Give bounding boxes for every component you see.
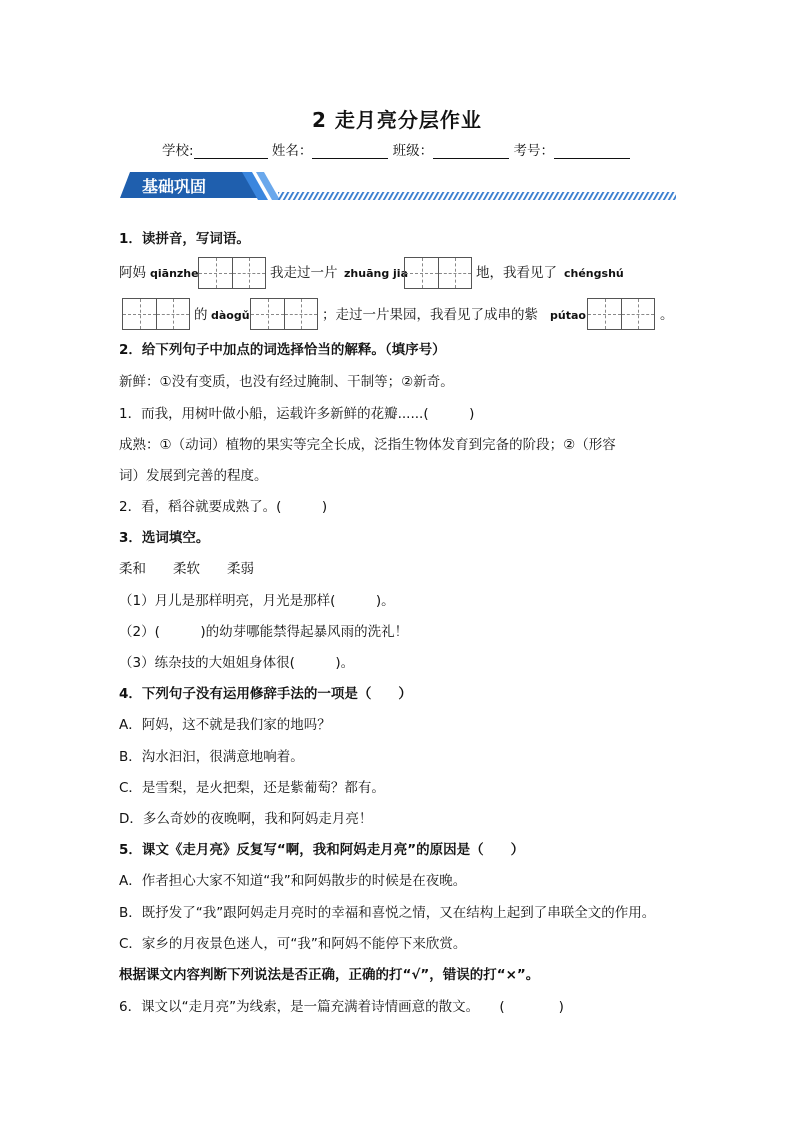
section-banner [120, 170, 676, 206]
q5-option-b[interactable]: B．既抒发了“我”跟阿妈走月亮时的幸福和喜悦之情，又在结构上起到了串联全文的作用。 [119, 905, 656, 921]
q1-pinyin-3: chéngshú [564, 267, 624, 280]
q1-pinyin-1: qiānzhe [150, 267, 199, 280]
exam-no-blank[interactable] [554, 144, 630, 159]
box-cell[interactable] [156, 299, 189, 329]
q1-text-4: 的 [194, 307, 208, 323]
q3-sentence-2: （2）( )的幼芽哪能禁得起暴风雨的洗礼！ [119, 624, 409, 640]
q5-stem: 5．课文《走月亮》反复写“啊，我和阿妈走月亮”的原因是（ ） [119, 842, 525, 858]
box-cell[interactable] [284, 299, 317, 329]
section-banner-graphic [120, 170, 676, 206]
box-cell[interactable] [123, 299, 156, 329]
exam-no-label: 考号： [513, 143, 554, 159]
class-blank[interactable] [433, 144, 509, 159]
student-info-row [162, 139, 630, 159]
q5-option-a[interactable]: A．作者担心大家不知道“我”和阿妈散步的时候是在夜晚。 [119, 873, 467, 889]
q1-text-5: ；走过一片果园，我看见了成串的紫 [322, 307, 538, 323]
q1-answer-box-2[interactable] [404, 257, 472, 289]
box-cell[interactable] [232, 258, 265, 288]
q1-pinyin-4: dàogǔ [211, 309, 250, 322]
q1-text-6: 。 [660, 307, 674, 323]
q1-text-3: 地，我看见了 [476, 265, 557, 281]
q1-answer-box-1[interactable] [198, 257, 266, 289]
box-cell[interactable] [199, 258, 232, 288]
q4-option-c[interactable]: C．是雪梨，是火把梨，还是紫葡萄？都有。 [119, 780, 385, 796]
q1-answer-box-4[interactable] [250, 298, 318, 330]
q4-option-b[interactable]: B．沟水汩汩，很满意地响着。 [119, 749, 304, 765]
q3-sentence-1: （1）月儿是那样明亮，月光是那样( )。 [119, 593, 395, 609]
judge-statement-6: 6．课文以“走月亮”为线索，是一篇充满着诗情画意的散文。 ( ) [119, 999, 564, 1015]
q1-stem: 1．读拼音，写词语。 [119, 231, 250, 247]
class-label: 班级： [392, 143, 434, 159]
q4-option-a[interactable]: A．阿妈，这不就是我们家的地吗？ [119, 717, 331, 733]
q2-definition-1: 新鲜：①没有变质，也没有经过腌制、干制等；②新奇。 [119, 374, 454, 390]
name-label: 姓名： [271, 143, 313, 159]
q1-answer-box-5[interactable] [587, 298, 655, 330]
box-cell[interactable] [438, 258, 471, 288]
name-blank[interactable] [312, 144, 388, 159]
q1-text-1: 阿妈 [119, 265, 146, 281]
page-title: 2 走月亮分层作业 [312, 108, 482, 132]
q3-sentence-3: （3）练杂技的大姐姐身体很( )。 [119, 655, 355, 671]
q1-text-2: 我走过一片 [270, 265, 338, 281]
section-label: 基础巩固 [142, 177, 207, 196]
q3-options: 柔和 柔软 柔弱 [119, 561, 254, 577]
q2-definition-2b: 词）发展到完善的程度。 [119, 468, 268, 484]
q1-answer-box-3[interactable] [122, 298, 190, 330]
school-label: 学校: [162, 143, 194, 159]
box-cell[interactable] [621, 299, 654, 329]
q5-option-c[interactable]: C．家乡的月夜景色迷人，可“我”和阿妈不能停下来欣赏。 [119, 936, 467, 952]
q2-sentence-1: 1．而我，用树叶做小船，运载许多新鲜的花瓣......( ) [119, 406, 475, 422]
q2-stem: 2．给下列句子中加点的词选择恰当的解释。（填序号） [119, 342, 446, 358]
q1-pinyin-5: pútao [550, 309, 586, 322]
q1-pinyin-2: zhuāng jia [344, 267, 408, 280]
box-cell[interactable] [588, 299, 621, 329]
school-blank[interactable] [194, 144, 268, 159]
q3-stem: 3．选词填空。 [119, 530, 210, 546]
box-cell[interactable] [251, 299, 284, 329]
q4-stem: 4．下列句子没有运用修辞手法的一项是（ ） [119, 686, 412, 702]
q2-sentence-2: 2．看，稻谷就要成熟了。( ) [119, 499, 328, 515]
q2-definition-2a: 成熟：①（动词）植物的果实等完全长成，泛指生物体发育到完备的阶段；②（形容 [119, 437, 616, 453]
q4-option-d[interactable]: D．多么奇妙的夜晚啊，我和阿妈走月亮！ [119, 811, 373, 827]
box-cell[interactable] [405, 258, 438, 288]
judge-instruction: 根据课文内容判断下列说法是否正确，正确的打“√”，错误的打“×”。 [119, 967, 540, 983]
